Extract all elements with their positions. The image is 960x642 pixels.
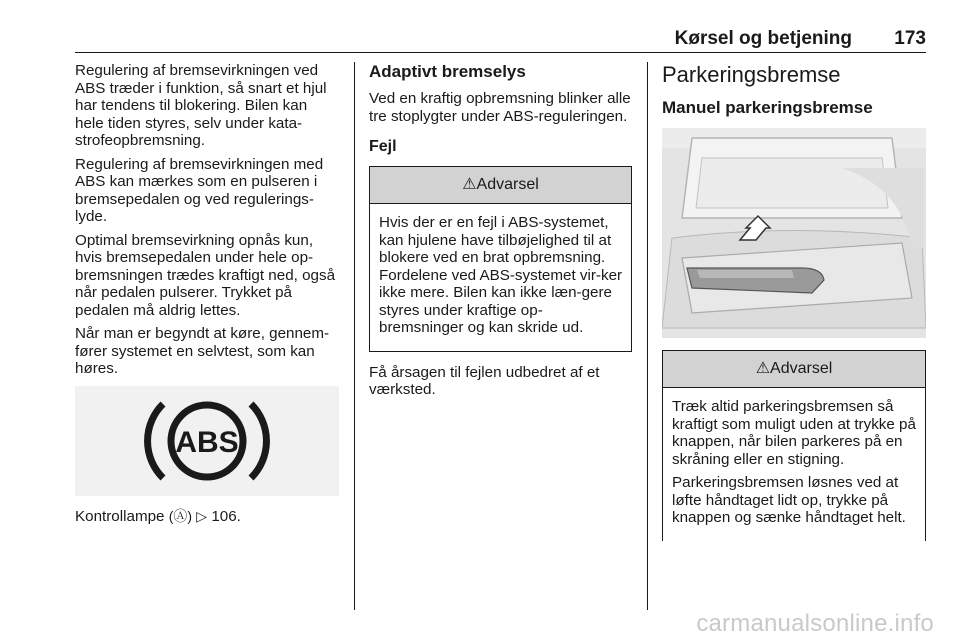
column-divider-1 — [354, 62, 355, 610]
control-lamp-label: Kontrollampe — [75, 507, 165, 525]
warning-box — [369, 166, 632, 352]
watermark: carmanualsonline.info — [696, 610, 934, 637]
warning-text: Hvis der er en fejl i ABS-systemet, kan hjulene have tilbøjelighed til at blokere ved en brat opbremsning. Fordelene ved ABS-systemet vir-ker ikke mere. Bilen kan ikke læn-gere styres under kraftige op-bremsninger og kan skride ud. — [379, 214, 623, 336]
parking-brake-drawing — [662, 128, 926, 338]
section-title: Kørsel og betjening — [674, 28, 852, 49]
page-header — [75, 28, 926, 50]
page-number: 173 — [894, 28, 926, 49]
warning-title: Advarsel — [476, 176, 539, 193]
warning-header — [370, 167, 631, 204]
heading-manual-parking-brake: Manuel parkeringsbremse — [662, 98, 873, 117]
page-ref-icon: ▷ — [196, 507, 208, 524]
paragraph: Regulering af bremsevirkningen ved ABS træder i funktion, så snart et hjul har tendens til blokering. Bilen kan hele tiden styres, selv under kata-strofeopbremsning. — [75, 62, 327, 149]
warning-title: Advarsel — [770, 360, 833, 377]
heading-parking-brake: Parkeringsbremse — [662, 62, 841, 87]
warning-box — [662, 350, 926, 541]
warning-text: Parkeringsbremsen løsnes ved at løfte håndtaget lidt op, trykke på knappen og sænke håndtaget helt. — [672, 474, 906, 526]
column-3 — [662, 62, 926, 553]
control-lamp-line — [75, 508, 340, 526]
heading-adaptive-brake-light: Adaptivt bremselys — [369, 62, 526, 81]
abs-warning-lamp-image — [75, 386, 339, 496]
parking-brake-illustration — [662, 128, 926, 338]
abs-icon — [75, 386, 339, 496]
paragraph: Få årsagen til fejlen udbedret af et værksted. — [369, 363, 600, 398]
paragraph: Når man er begyndt at køre, gennem-fører systemet en selvtest, som kan høres. — [75, 325, 330, 377]
paragraph: Ved en kraftig opbremsning blinker alle tre stoplygter under ABS-reguleringen. — [369, 90, 631, 125]
warning-body — [370, 204, 631, 351]
warning-triangle-icon: ⚠ — [755, 360, 771, 377]
abs-small-icon: (Ⓐ) — [168, 507, 193, 524]
heading-fault: Fejl — [369, 138, 397, 155]
abs-icon-label: ABS — [175, 425, 239, 459]
warning-header — [663, 351, 925, 388]
warning-body — [663, 388, 925, 541]
column-1 — [75, 62, 340, 531]
warning-text: Træk altid parkeringsbremsen så kraftigt som muligt uden at trykke på knappen, når bilen parkeres på en skråning eller en stigning. — [672, 398, 916, 468]
paragraph: Regulering af bremsevirkningen med ABS kan mærkes som en pulseren i bremsepedalen og ved regulerings-lyde. — [75, 155, 324, 225]
column-divider-2 — [647, 62, 648, 610]
header-rule — [75, 52, 926, 53]
paragraph: Optimal bremsevirkning opnås kun, hvis bremsepedalen under hele op-bremsningen trædes kraftigt ned, også når pedalen pulserer. Trykket på pedalen må aldrig lettes. — [75, 231, 336, 319]
warning-triangle-icon: ⚠ — [462, 176, 477, 193]
page-reference[interactable]: 106. — [211, 507, 241, 525]
column-2 — [369, 62, 632, 405]
